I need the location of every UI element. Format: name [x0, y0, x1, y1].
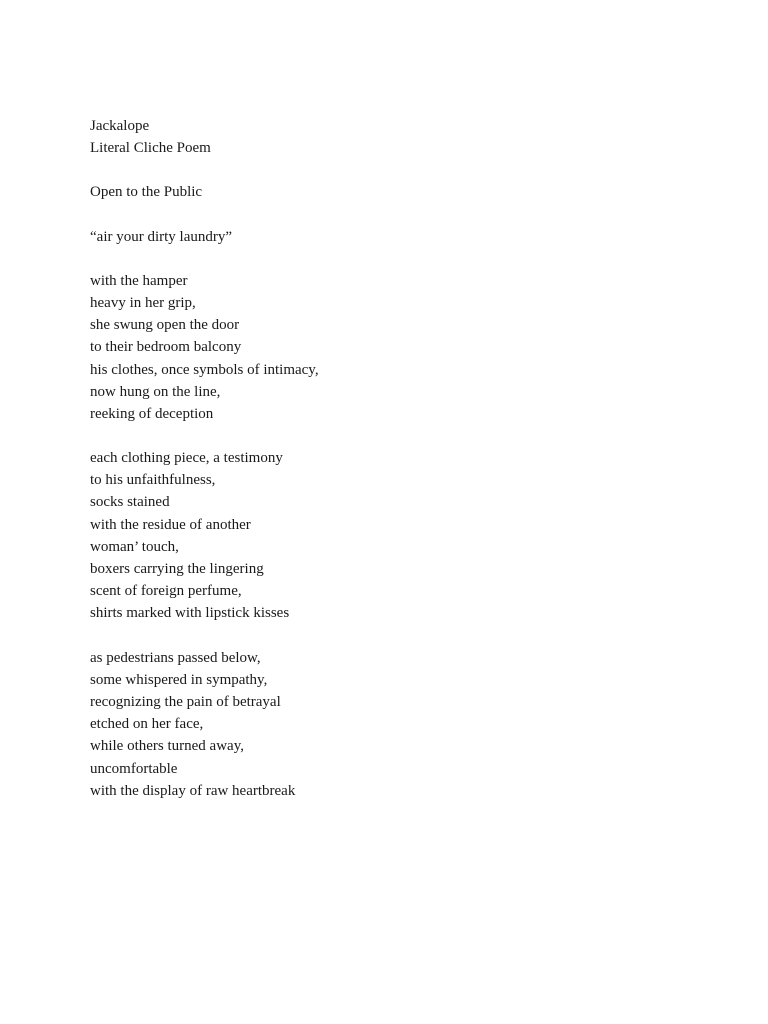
- stanza-line: each clothing piece, a testimony: [90, 450, 283, 467]
- stanza-line: reeking of deception: [90, 405, 214, 422]
- poem-title-block: [90, 181, 730, 203]
- stanza-3: [90, 647, 730, 802]
- stanza-line: now hung on the line,: [90, 383, 221, 400]
- stanza-line: boxers carrying the lingering: [90, 561, 264, 577]
- poem-epigraph-block: [90, 226, 730, 248]
- stanza-1: [90, 270, 730, 425]
- stanza-line: with the residue of another: [90, 516, 251, 533]
- stanza-line: as pedestrians passed below,: [90, 649, 261, 666]
- stanza-line: with the display of raw heartbreak: [90, 782, 296, 799]
- stanza-2: [90, 447, 730, 625]
- stanza-line: she swung open the door: [90, 317, 240, 334]
- stanza-line: heavy in her grip,: [90, 294, 196, 311]
- stanza-line: his clothes, once symbols of intimacy,: [90, 361, 319, 378]
- stanza-line: some whispered in sympathy,: [90, 671, 268, 688]
- stanza-line: uncomfortable: [90, 760, 178, 777]
- poem-title: Open to the Public: [90, 184, 203, 201]
- document-page: [90, 115, 730, 824]
- stanza-line: to his unfaithfulness,: [90, 472, 216, 489]
- stanza-line: scent of foreign perfume,: [90, 583, 242, 600]
- stanza-line: to their bedroom balcony: [90, 339, 242, 356]
- author-name: Jackalope: [90, 118, 150, 134]
- stanza-line: while others turned away,: [90, 738, 244, 755]
- stanza-line: woman’ touch,: [90, 538, 179, 555]
- stanza-line: shirts marked with lipstick kisses: [90, 605, 290, 622]
- document-header: [90, 115, 730, 159]
- poem-epigraph: “air your dirty laundry”: [90, 228, 233, 245]
- stanza-line: with the hamper: [90, 272, 188, 289]
- stanza-line: recognizing the pain of betrayal: [90, 693, 281, 710]
- stanza-line: etched on her face,: [90, 716, 204, 733]
- document-subtitle: Literal Cliche Poem: [90, 140, 211, 157]
- stanza-line: socks stained: [90, 494, 170, 511]
